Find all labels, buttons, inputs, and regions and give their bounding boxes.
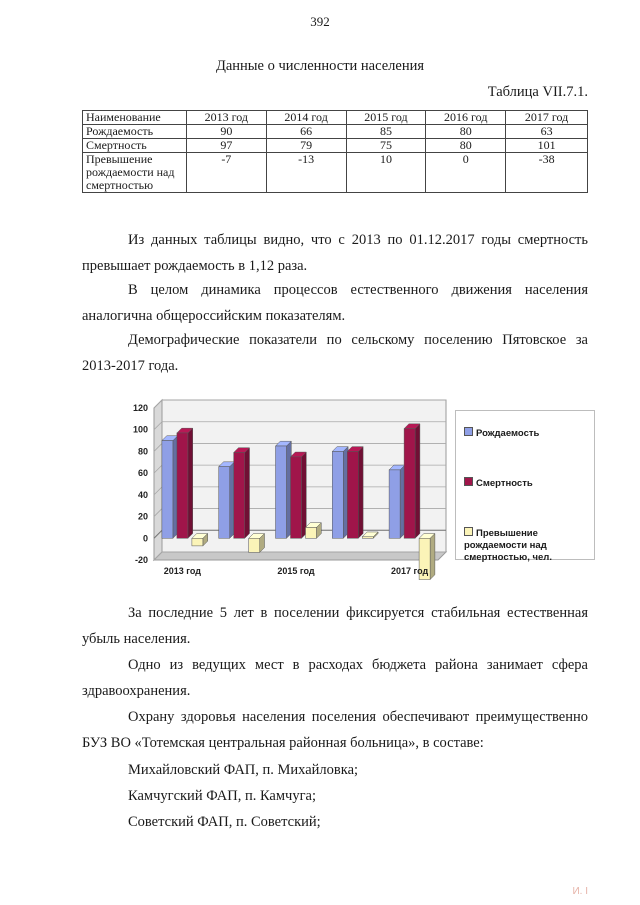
table-cell: 101 xyxy=(506,139,588,153)
table-cell: 0 xyxy=(426,153,506,193)
legend-swatch xyxy=(464,477,473,486)
bar xyxy=(362,537,373,539)
chart-legend xyxy=(455,410,595,563)
bar-side xyxy=(188,428,193,538)
table-cell: 97 xyxy=(186,139,266,153)
bar-side xyxy=(415,424,420,538)
table-cell: 10 xyxy=(346,153,426,193)
table-cell: 80 xyxy=(426,139,506,153)
table-header-cell: 2016 год xyxy=(426,111,506,125)
y-tick-label: 20 xyxy=(137,511,148,522)
chart-floor xyxy=(154,552,446,560)
legend-label: Смертность xyxy=(476,478,533,489)
y-tick-label: 0 xyxy=(142,533,148,544)
y-tick-label: 120 xyxy=(132,403,148,413)
legend-swatch xyxy=(464,527,473,536)
population-table xyxy=(82,110,588,193)
row-label: Смертность xyxy=(83,139,187,153)
legend-item xyxy=(464,527,592,564)
bar-side xyxy=(245,448,250,539)
bar xyxy=(177,433,188,538)
table-header-cell: 2014 год xyxy=(266,111,346,125)
list-item: Советский ФАП, п. Советский; xyxy=(128,814,321,830)
table-row xyxy=(83,139,588,153)
table-header-cell: 2013 год xyxy=(186,111,266,125)
page-number: 392 xyxy=(310,14,330,29)
bar xyxy=(347,451,358,538)
section-heading: Данные о численности населения xyxy=(215,58,425,74)
bar xyxy=(192,538,203,546)
paragraph: В целом динамика процессов естественного движения населения аналогична общероссийским показателям. xyxy=(82,282,588,324)
list-item: Камчугский ФАП, п. Камчуга; xyxy=(128,788,316,804)
table-cell: -38 xyxy=(506,153,588,193)
x-tick-label: 2017 год xyxy=(390,566,429,576)
bar xyxy=(234,453,245,539)
bar xyxy=(389,470,400,538)
table-cell: 79 xyxy=(266,139,346,153)
paragraph: Охрану здоровья населения поселения обеспечивают преимущественно БУЗ ВО «Тотемская центральная районная больница», в составе: xyxy=(82,709,588,751)
table-cell: -13 xyxy=(266,153,346,193)
y-tick-label: -20 xyxy=(134,555,148,565)
y-tick-label: 80 xyxy=(137,446,148,457)
bar xyxy=(249,538,260,552)
x-tick-label: 2013 год xyxy=(163,566,202,576)
table-cell: 63 xyxy=(506,125,588,139)
paragraph: Одно из ведущих мест в расходах бюджета района занимает сфера здравоохранения. xyxy=(82,657,588,699)
paragraph: За последние 5 лет в поселении фиксируется стабильная естественная убыль населения. xyxy=(82,605,588,647)
table-cell: 75 xyxy=(346,139,426,153)
bar xyxy=(162,441,173,539)
y-tick-label: 100 xyxy=(132,424,148,435)
table-cell: 66 xyxy=(266,125,346,139)
table-row xyxy=(83,153,588,193)
table-header-cell: Наименование xyxy=(83,111,187,125)
bar xyxy=(219,467,230,539)
bar xyxy=(306,527,317,538)
legend-label: Рождаемость xyxy=(476,428,540,439)
bar-side xyxy=(302,452,307,538)
bar xyxy=(332,451,343,538)
page-stamp: И. I xyxy=(572,886,588,897)
table-cell: 80 xyxy=(426,125,506,139)
row-label: Превышение рождаемости над смертностью xyxy=(83,153,187,193)
legend-item xyxy=(464,427,592,440)
y-tick-label: 60 xyxy=(137,468,148,479)
table-row xyxy=(83,125,588,139)
x-tick-label: 2015 год xyxy=(277,566,315,576)
legend-label: Превышение рождаемости над смертностью, чел. xyxy=(464,528,552,563)
bar xyxy=(276,446,287,538)
legend-swatch xyxy=(464,427,473,436)
paragraph: Из данных таблицы видно, что с 2013 по 01.12.2017 годы смертность превышает рождаемость в 1,12 раза. xyxy=(82,232,588,274)
bar-side xyxy=(358,447,363,539)
chart-side-wall xyxy=(154,400,162,560)
table-cell: 90 xyxy=(186,125,266,139)
row-label: Рождаемость xyxy=(83,125,187,139)
y-tick-label: 40 xyxy=(137,489,148,500)
bar-side xyxy=(430,533,435,579)
table-label: Таблица VII.7.1. xyxy=(487,84,588,100)
table-header-cell: 2017 год xyxy=(506,111,588,125)
table-header-row xyxy=(83,111,588,125)
table-cell: -7 xyxy=(186,153,266,193)
table-cell: 85 xyxy=(346,125,426,139)
bar xyxy=(404,429,415,539)
table-header-cell: 2015 год xyxy=(346,111,426,125)
bar xyxy=(291,457,302,538)
legend-item xyxy=(464,477,592,490)
list-item: Михайловский ФАП, п. Михайловка; xyxy=(128,762,359,778)
paragraph: Демографические показатели по сельскому поселению Пятовское за 2013-2017 года. xyxy=(82,332,588,374)
